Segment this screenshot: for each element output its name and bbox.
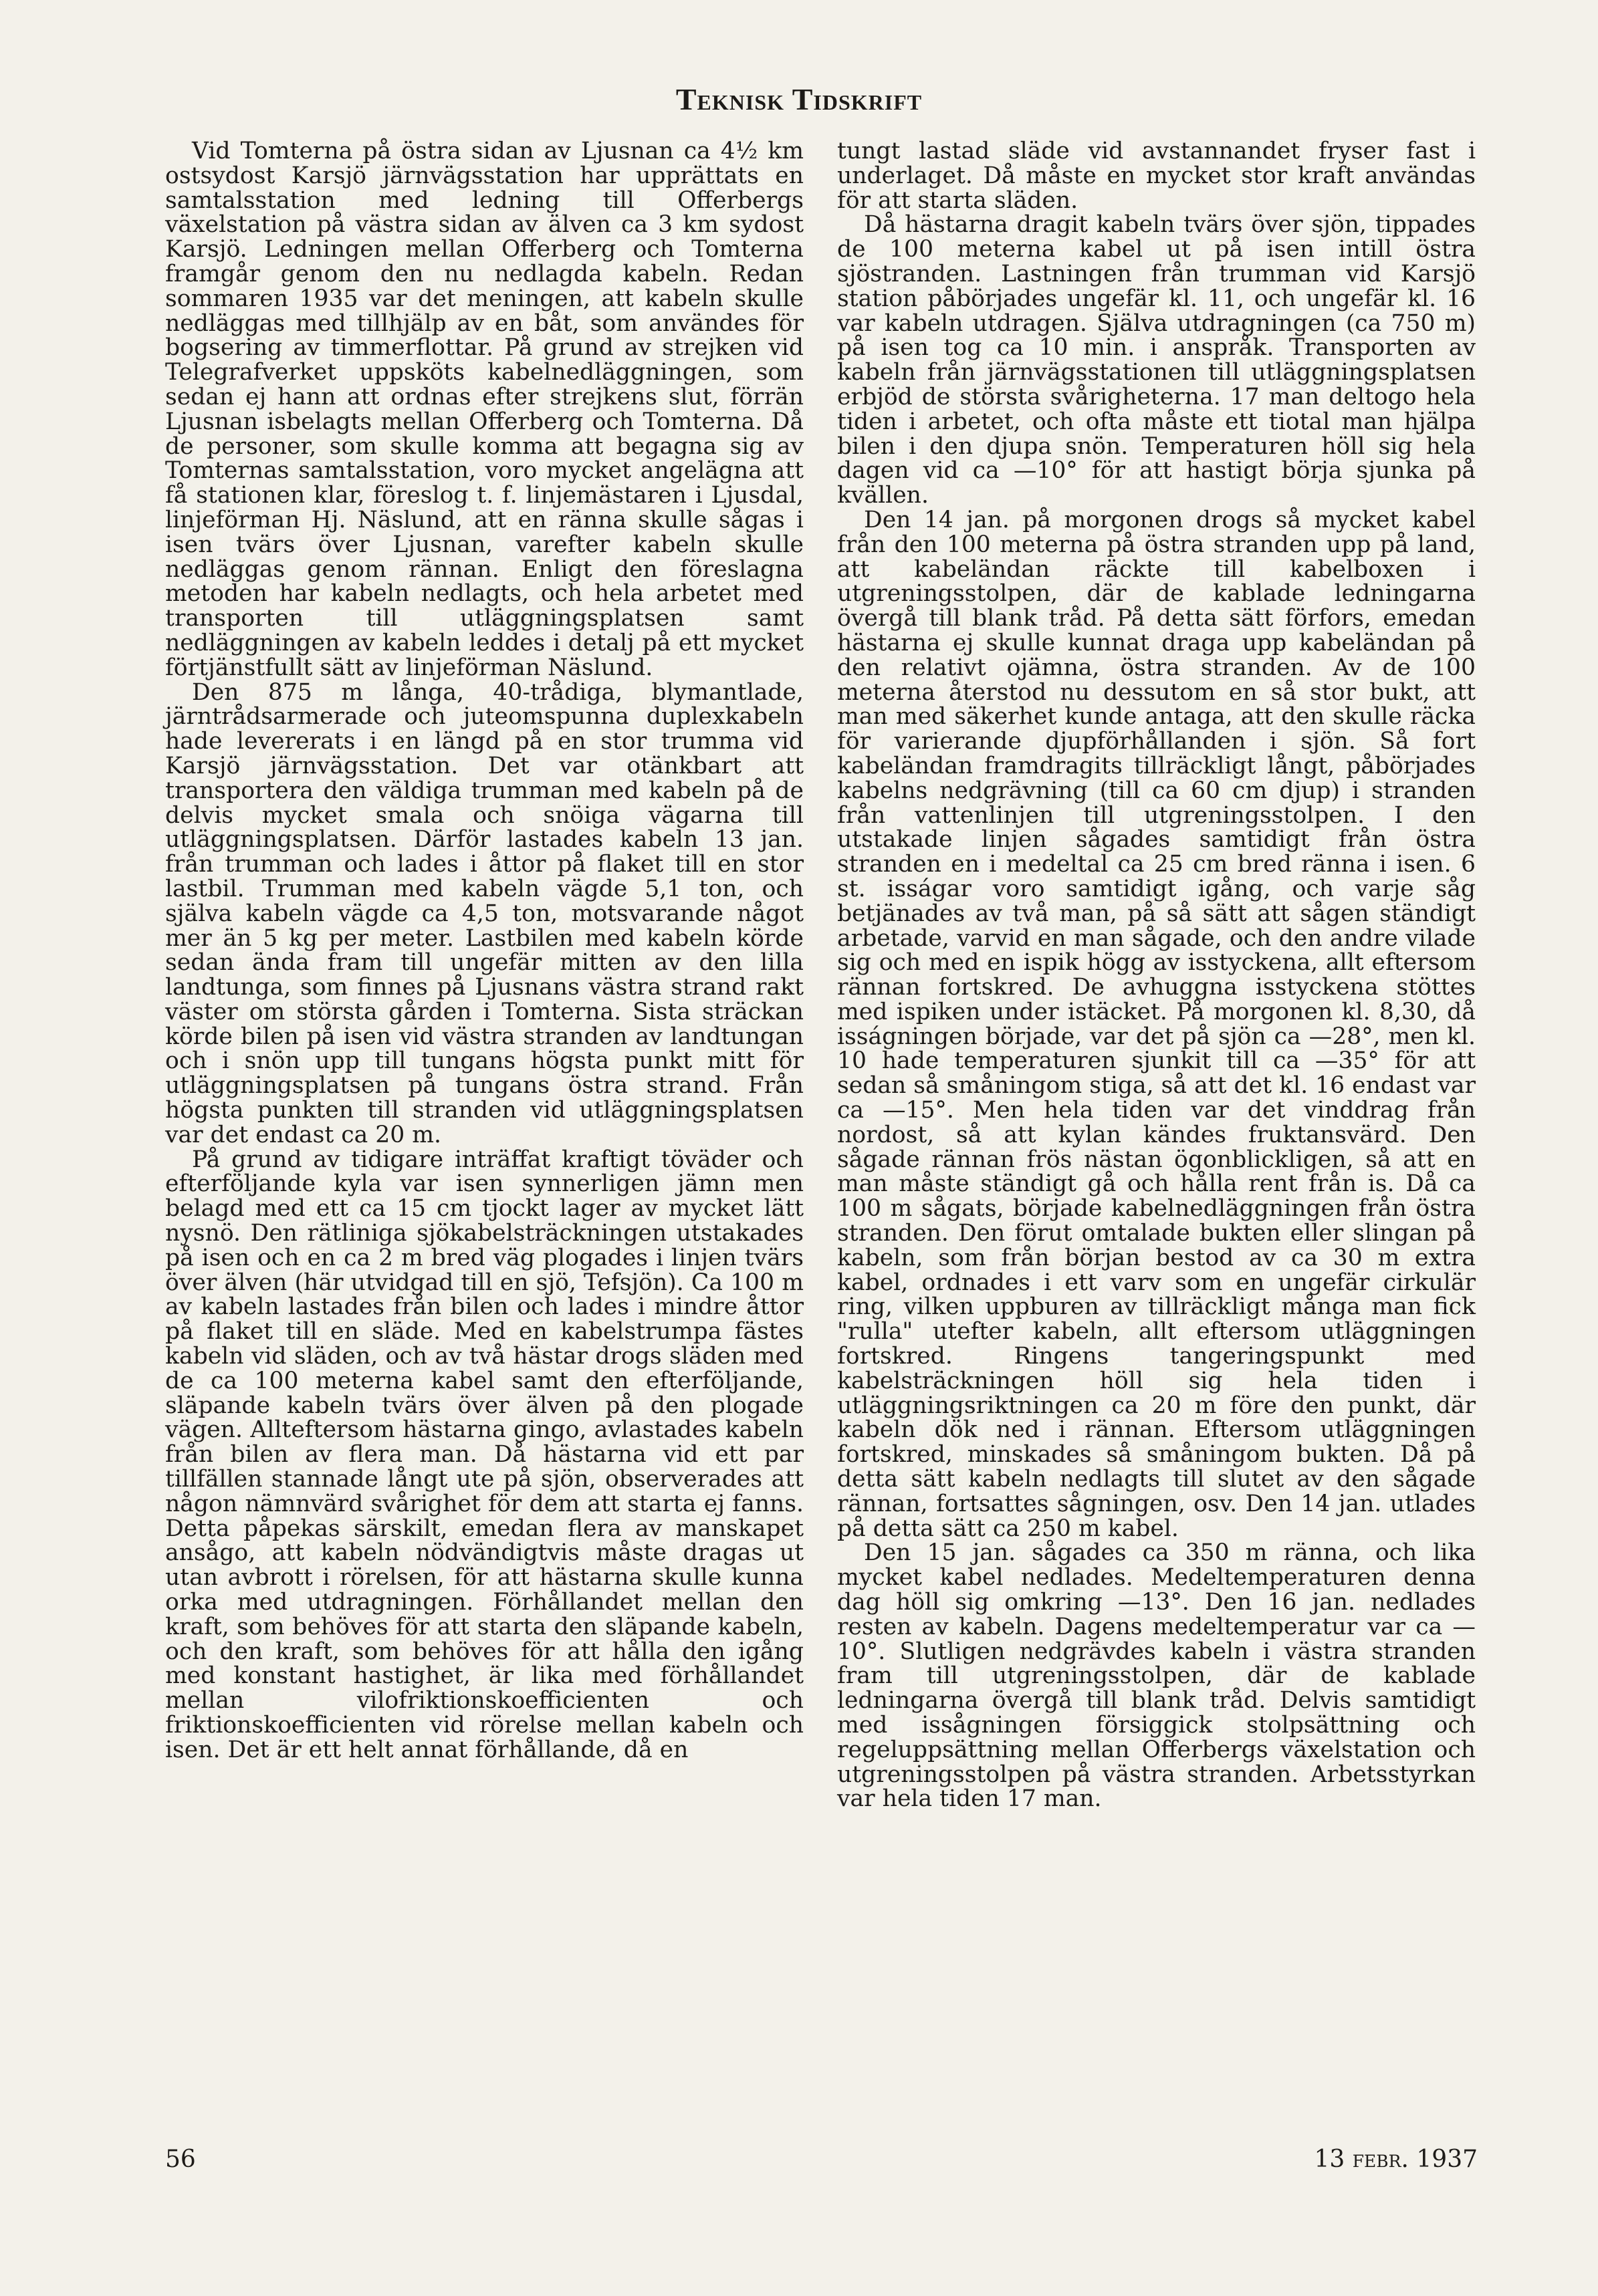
page-number: 56 <box>165 2146 196 2173</box>
paragraph: Den 875 m långa, 40-trådiga, blymantlade, järntrådsarmerade och juteomspunna duplexkabeln hade levererats i en längd på en stor trumma vid Karsjö järnvägsstation. Det var otänkbart att transportera den väldiga trumman med kabeln på de delvis mycket smala och snöiga vägarna till utläggningsplatsen. Därför lastades kabeln 13 jan. från trumman och lades i åttor på flaket till en stor lastbil. Trumman med kabeln vägde 5,1 ton, och själva kabeln vägde ca 4,5 ton, motsvarande något mer än 5 kg per meter. Lastbilen med kabeln körde sedan ända fram till ungefär mitten av den lilla landtunga, som finnes på Ljusnans västra strand rakt väster om största gården i Tomterna. Sista sträckan körde bilen på isen vid västra stranden av landtungan och i snön upp till tungans högsta punkt mitt för utläggningsplatsen på tungans östra strand. Från högsta punkten till stranden vid utläggningsplatsen var det endast ca 20 m. <box>165 678 804 1148</box>
paragraph: Vid Tomterna på östra sidan av Ljusnan ca 4½ km ostsydost Karsjö järnvägsstation har upprättats en samtalsstation med ledning till Offerbergs växelstation på västra sidan av älven ca 3 km sydost Karsjö. Ledningen mellan Offerberg och Tomterna framgår genom den nu nedlagda kabeln. Redan sommaren 1935 var det meningen, att kabeln skulle nedläggas med tillhjälp av en båt, som användes för bogsering av timmerflottar. På grund av strejken vid Telegrafverket uppsköts kabelnedläggningen, som sedan ej hann att ordnas efter strejkens slut, förrän Ljusnan isbelagts mellan Offerberg och Tomterna. Då de personer, som skulle komma att begagna sig av Tomternas samtalsstation, voro mycket angelägna att få stationen klar, föreslog t. f. linjemästaren i Ljusdal, linjeförman Hj. Näslund, att en ränna skulle sågas i isen tvärs över Ljusnan, varefter kabeln skulle nedläggas genom rännan. Enligt den föreslagna metoden har kabeln nedlagts, och hela arbetet med transporten till utläggningsplatsen samt nedläggningen av kabeln leddes i detalj på ett mycket förtjänstfullt sätt av linjeförman Näslund. <box>165 138 804 681</box>
paragraph: På grund av tidigare inträffat kraftigt töväder och efterföljande kyla var isen synnerligen jämn men belagd med ett ca 15 cm tjockt lager av mycket lätt nysnö. Den rätliniga sjökabelsträckningen utstakades på isen och en ca 2 m bred väg plogades i linjen tvärs över älven (här utvidgad till en sjö, Tefsjön). Ca 100 m av kabeln lastades från bilen och lades i mindre åttor på flaket till en släde. Med en kabelstrumpa fästes kabeln vid släden, och av två hästar drogs släden med de ca 100 meterna kabel samt den efterföljande, släpande kabeln tvärs över älven på den plogade vägen. Allteftersom hästarna gingo, avlastades kabeln från bilen av flera man. Då hästarna vid ett par tillfällen stannade långt ute på sjön, observerades att någon nämnvärd svårighet för dem att starta ej fanns. Detta påpekas särskilt, emedan flera av manskapet ansågo, att kabeln nödvändigtvis måste dragas ut utan avbrott i rörelsen, för att hästarna skulle kunna orka med utdragningen. Förhållandet mellan den kraft, som behöves för att starta den släpande kabeln, och den kraft, som behöves för att hålla den igång med konstant hastighet, är lika med förhållandet mellan vilofriktionskoefficienten och friktionskoefficienten vid rörelse mellan kabeln och isen. Det är ett helt annat förhållande, då en <box>165 1146 804 1763</box>
left-column <box>165 139 804 1763</box>
issue-date: 13 febr. 1937 <box>1314 2146 1478 2173</box>
journal-title: Teknisk Tidskrift <box>675 82 923 116</box>
right-column <box>837 139 1476 1811</box>
paragraph: Den 14 jan. på morgonen drogs så mycket kabel från den 100 meterna på östra stranden upp på land, att kabeländan räckte till kabelboxen i utgreningsstolpen, där de kablade ledningarna övergå till blank tråd. På detta sätt förfors, emedan hästarna ej skulle kunnat draga upp kabeländan på den relativt ojämna, östra stranden. Av de 100 meterna återstod nu dessutom en så stor bukt, att man med säkerhet kunde antaga, att den skulle räcka för varierande djupförhållanden i sjön. Så fort kabeländan framdragits tillräckligt långt, påbörjades kabelns nedgrävning (till ca 60 cm djup) i stranden från vattenlinjen till utgreningsstolpen. I den utstakade linjen sågades samtidigt från östra stranden en i medeltal ca 25 cm bred ränna i isen. 6 st. isságar voro samtidigt igång, och varje såg betjänades av två man, på så sätt att sågen ständigt arbetade, varvid en man sågade, och den andre vilade sig och med en ispik högg av isstyckena, allt eftersom rännan fortskred. De avhuggna isstyckena stöttes med ispiken under istäcket. På morgonen kl. 8,30, då isságningen började, var det på sjön ca —28°, men kl. 10 hade temperaturen sjunkit till ca —35° för att sedan så småningom stiga, så att det kl. 16 endast var ca —15°. Men hela tiden var det vinddrag från nordost, så att kylan kändes fruktansvärd. Den sågade rännan frös nästan ögonblickligen, så att en man måste ständigt gå och hålla rent från is. Då ca 100 m sågats, började kabelnedläggningen från östra stranden. Den förut omtalade bukten eller slingan på kabeln, som från början bestod av ca 30 m extra kabel, ordnades i ett varv som en ungefär cirkulär ring, vilken uppburen av tillräckligt många man fick "rulla" utefter kabeln, allt eftersom utläggningen fortskred. Ringens tangeringspunkt med kabelsträckningen höll sig hela tiden i utläggningsriktningen ca 20 m före den punkt, där kabeln dök ned i rännan. Eftersom utläggningen fortskred, minskades så småningom bukten. Då på detta sätt kabeln nedlagts till slutet av den sågade rännan, fortsattes sågningen, osv. Den 14 jan. utlades på detta sätt ca 250 m kabel. <box>837 506 1476 1542</box>
paragraph: Då hästarna dragit kabeln tvärs över sjön, tippades de 100 meterna kabel ut på isen intill östra sjöstranden. Lastningen från trumman vid Karsjö station påbörjades ungefär kl. 11, och ungefär kl. 16 var kabeln utdragen. Själva utdragningen (ca 750 m) på isen tog ca 10 min. i anspråk. Transporten av kabeln från järnvägsstationen till utläggningsplatsen erbjöd de största svårigheterna. 17 man deltogo hela tiden i arbetet, och ofta måste ett tiotal man hjälpa bilen i den djupa snön. Temperaturen höll sig hela dagen vid ca —10° för att hastigt börja sjunka på kvällen. <box>837 211 1476 509</box>
paragraph: Den 15 jan. sågades ca 350 m ränna, och lika mycket kabel nedlades. Medeltemperaturen denna dag höll sig omkring —13°. Den 16 jan. nedlades resten av kabeln. Dagens medeltemperatur var ca —10°. Slutligen nedgrävdes kabeln i västra stranden fram till utgreningsstolpen, där de kablade ledningarna övergå till blank tråd. Delvis samtidigt med issågningen försiggick stolpsättning och regeluppsättning mellan Offerbergs växelstation och utgreningsstolpen på västra stranden. Arbetsstyrkan var hela tiden 17 man. <box>837 1539 1476 1813</box>
paragraph: tungt lastad släde vid avstannandet fryser fast i underlaget. Då måste en mycket stor kraft användas för att starta släden. <box>837 138 1476 214</box>
